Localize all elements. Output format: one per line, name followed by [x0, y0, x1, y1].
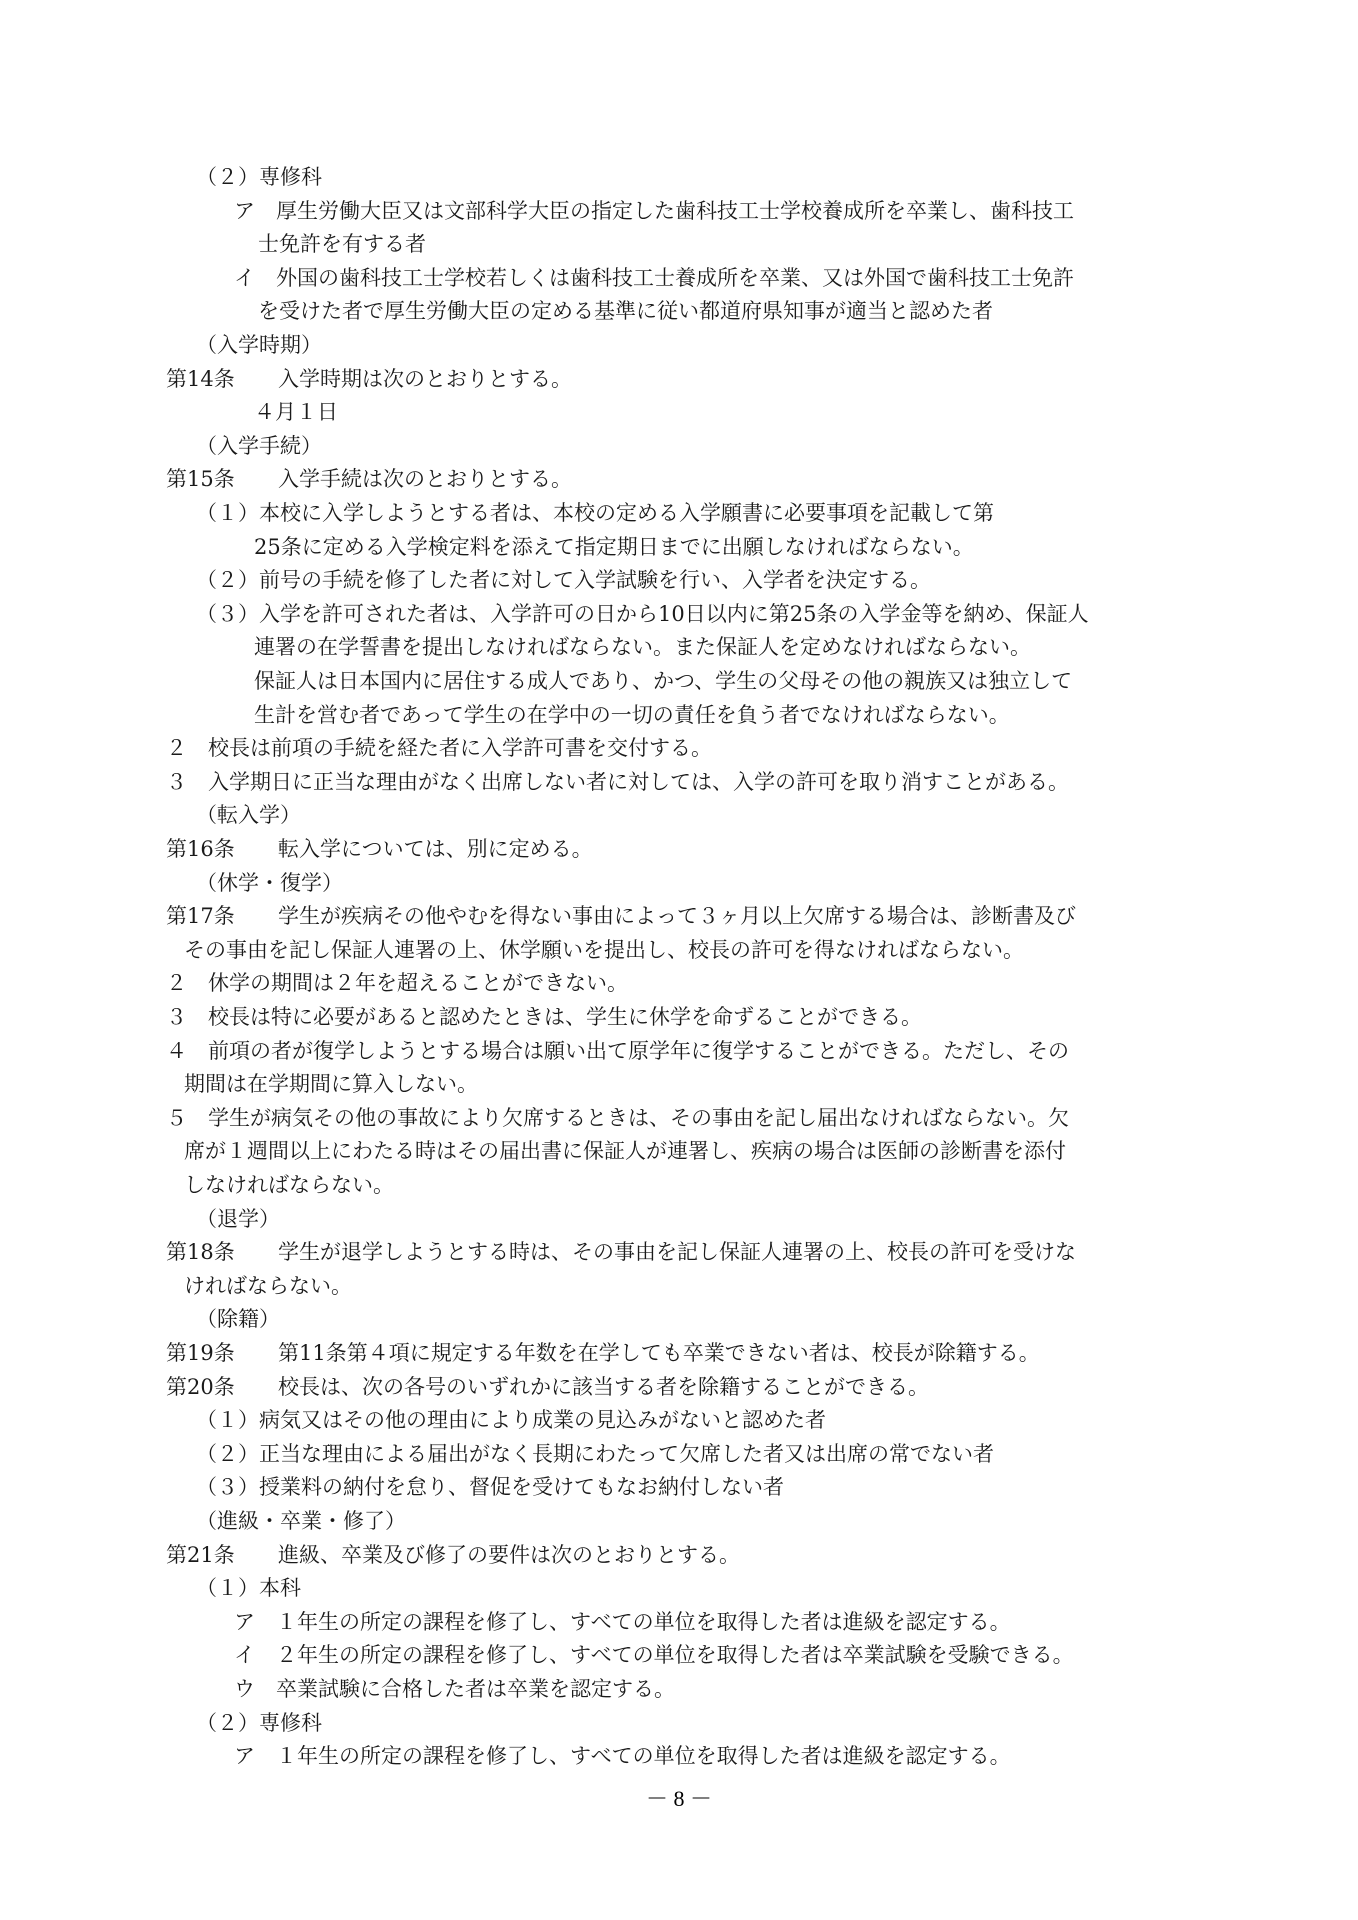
article-number: 第15条 — [166, 467, 235, 492]
article-line — [166, 1538, 1188, 1572]
article-text: 学生が退学しようとする時は、その事由を記し保証人連署の上、校長の許可を受けな — [278, 1240, 1076, 1265]
article-number: 第20条 — [166, 1374, 235, 1399]
paragraph-continuation: その事由を記し保証人連署の上、休学願いを提出し、校長の許可を得なければならない。 — [184, 937, 1024, 962]
article-text: 進級、卒業及び修了の要件は次のとおりとする。 — [278, 1542, 740, 1567]
article-line — [166, 1370, 1188, 1404]
article-number: 第19条 — [166, 1341, 235, 1365]
article-text: 校長は、次の各号のいずれかに該当する者を除籍することができる。 — [278, 1374, 929, 1399]
section-heading: （除籍） — [196, 1307, 280, 1332]
numbered-item: （２）正当な理由による届出がなく長期にわたって欠席した者又は出席の常でない者 — [196, 1441, 994, 1466]
section-heading: （転入学） — [196, 803, 301, 828]
paragraph: ２ 休学の期間は２年を超えることができない。 — [166, 971, 628, 996]
section-heading: （退学） — [196, 1206, 280, 1231]
sub-item: イ ２年生の所定の課程を修了し、すべての単位を取得した者は卒業試験を受験できる。 — [234, 1643, 1074, 1668]
article-number: 第14条 — [166, 366, 235, 391]
item-continuation: 保証人は日本国内に居住する成人であり、かつ、学生の父母その他の親族又は独立して — [254, 669, 1073, 693]
article-line — [166, 1235, 1188, 1269]
numbered-item: （１）本校に入学しようとする者は、本校の定める入学願書に必要事項を記載して第 — [196, 501, 994, 525]
paragraph-continuation: 席が１週間以上にわたる時はその届出書に保証人が連署し、疾病の場合は医師の診断書を添付 — [184, 1139, 1066, 1164]
article-line — [166, 1336, 1188, 1370]
article-number: 第18条 — [166, 1240, 235, 1265]
article-line — [166, 899, 1188, 933]
sub-item: ア １年生の所定の課程を修了し、すべての単位を取得した者は進級を認定する。 — [234, 1744, 1011, 1769]
paragraph: ２ 校長は前項の手続を経た者に入学許可書を交付する。 — [166, 736, 712, 761]
section-heading: （入学手続） — [196, 433, 322, 458]
article-line — [166, 462, 1188, 496]
paragraph: ５ 学生が病気その他の事故により欠席するときは、その事由を記し届出なければならない。欠 — [166, 1105, 1069, 1130]
section-heading: （２）専修科 — [196, 165, 322, 189]
item-continuation: 連署の在学誓書を提出しなければならない。また保証人を定めなければならない。 — [254, 635, 1031, 660]
sub-item-continuation: を受けた者で厚生労働大臣の定める基準に従い都道府県知事が適当と認めた者 — [258, 299, 993, 324]
paragraph: ３ 校長は特に必要があると認めたときは、学生に休学を命ずることができる。 — [166, 1005, 922, 1029]
page-number: － 8 － — [645, 1786, 712, 1811]
article-number: 第16条 — [166, 837, 235, 861]
article-text: 入学時期は次のとおりとする。 — [278, 366, 572, 391]
sub-item: ウ 卒業試験に合格した者は卒業を認定する。 — [234, 1677, 675, 1701]
article-number: 第21条 — [166, 1542, 235, 1567]
numbered-item: （１）病気又はその他の理由により成業の見込みがないと認めた者 — [196, 1408, 826, 1433]
sub-item: イ 外国の歯科技工士学校若しくは歯科技工士養成所を卒業、又は外国で歯科技工士免許 — [234, 265, 1074, 290]
section-heading: （休学・復学） — [196, 870, 343, 895]
paragraph-continuation: しなければならない。 — [184, 1173, 394, 1197]
article-text: 入学手続は次のとおりとする。 — [278, 467, 572, 492]
section-heading: （進級・卒業・修了） — [196, 1509, 406, 1533]
sub-item: ア 厚生労働大臣又は文部科学大臣の指定した歯科技工士学校養成所を卒業し、歯科技工 — [234, 198, 1074, 223]
article-text: 転入学については、別に定める。 — [278, 837, 593, 861]
paragraph-continuation: 期間は在学期間に算入しない。 — [184, 1072, 478, 1097]
paragraph-continuation: ければならない。 — [184, 1273, 352, 1298]
section-heading: （入学時期） — [196, 333, 322, 357]
paragraph: ３ 入学期日に正当な理由がなく出席しない者に対しては、入学の許可を取り消すことがある。 — [166, 769, 1069, 794]
article-number: 第17条 — [166, 904, 235, 929]
article-text: 第11条第４項に規定する年数を在学しても卒業できない者は、校長が除籍する。 — [278, 1341, 1040, 1365]
numbered-item: （３）授業料の納付を怠り、督促を受けてもなお納付しない者 — [196, 1475, 784, 1500]
item-continuation: 25条に定める入学検定料を添えて指定期日までに出願しなければならない。 — [254, 534, 974, 559]
numbered-item: （１）本科 — [196, 1576, 301, 1601]
numbered-item: （３）入学を許可された者は、入学許可の日から10日以内に第25条の入学金等を納め、保証人 — [196, 601, 1089, 626]
article-text: 学生が疾病その他やむを得ない事由によって３ヶ月以上欠席する場合は、診断書及び — [278, 904, 1076, 929]
sub-item-continuation: 士免許を有する者 — [258, 232, 426, 257]
numbered-item: （２）専修科 — [196, 1710, 322, 1735]
article-line — [166, 832, 1188, 866]
item-continuation: 生計を営む者であって学生の在学中の一切の責任を負う者でなければならない。 — [254, 702, 1010, 727]
paragraph: ４ 前項の者が復学しようとする場合は願い出て原学年に復学することができる。ただし、その — [166, 1038, 1069, 1063]
numbered-item: （２）前号の手続を修了した者に対して入学試験を行い、入学者を決定する。 — [196, 568, 931, 593]
item-continuation: ４月１日 — [254, 400, 338, 425]
sub-item: ア １年生の所定の課程を修了し、すべての単位を取得した者は進級を認定する。 — [234, 1609, 1011, 1634]
article-line — [166, 362, 1188, 396]
